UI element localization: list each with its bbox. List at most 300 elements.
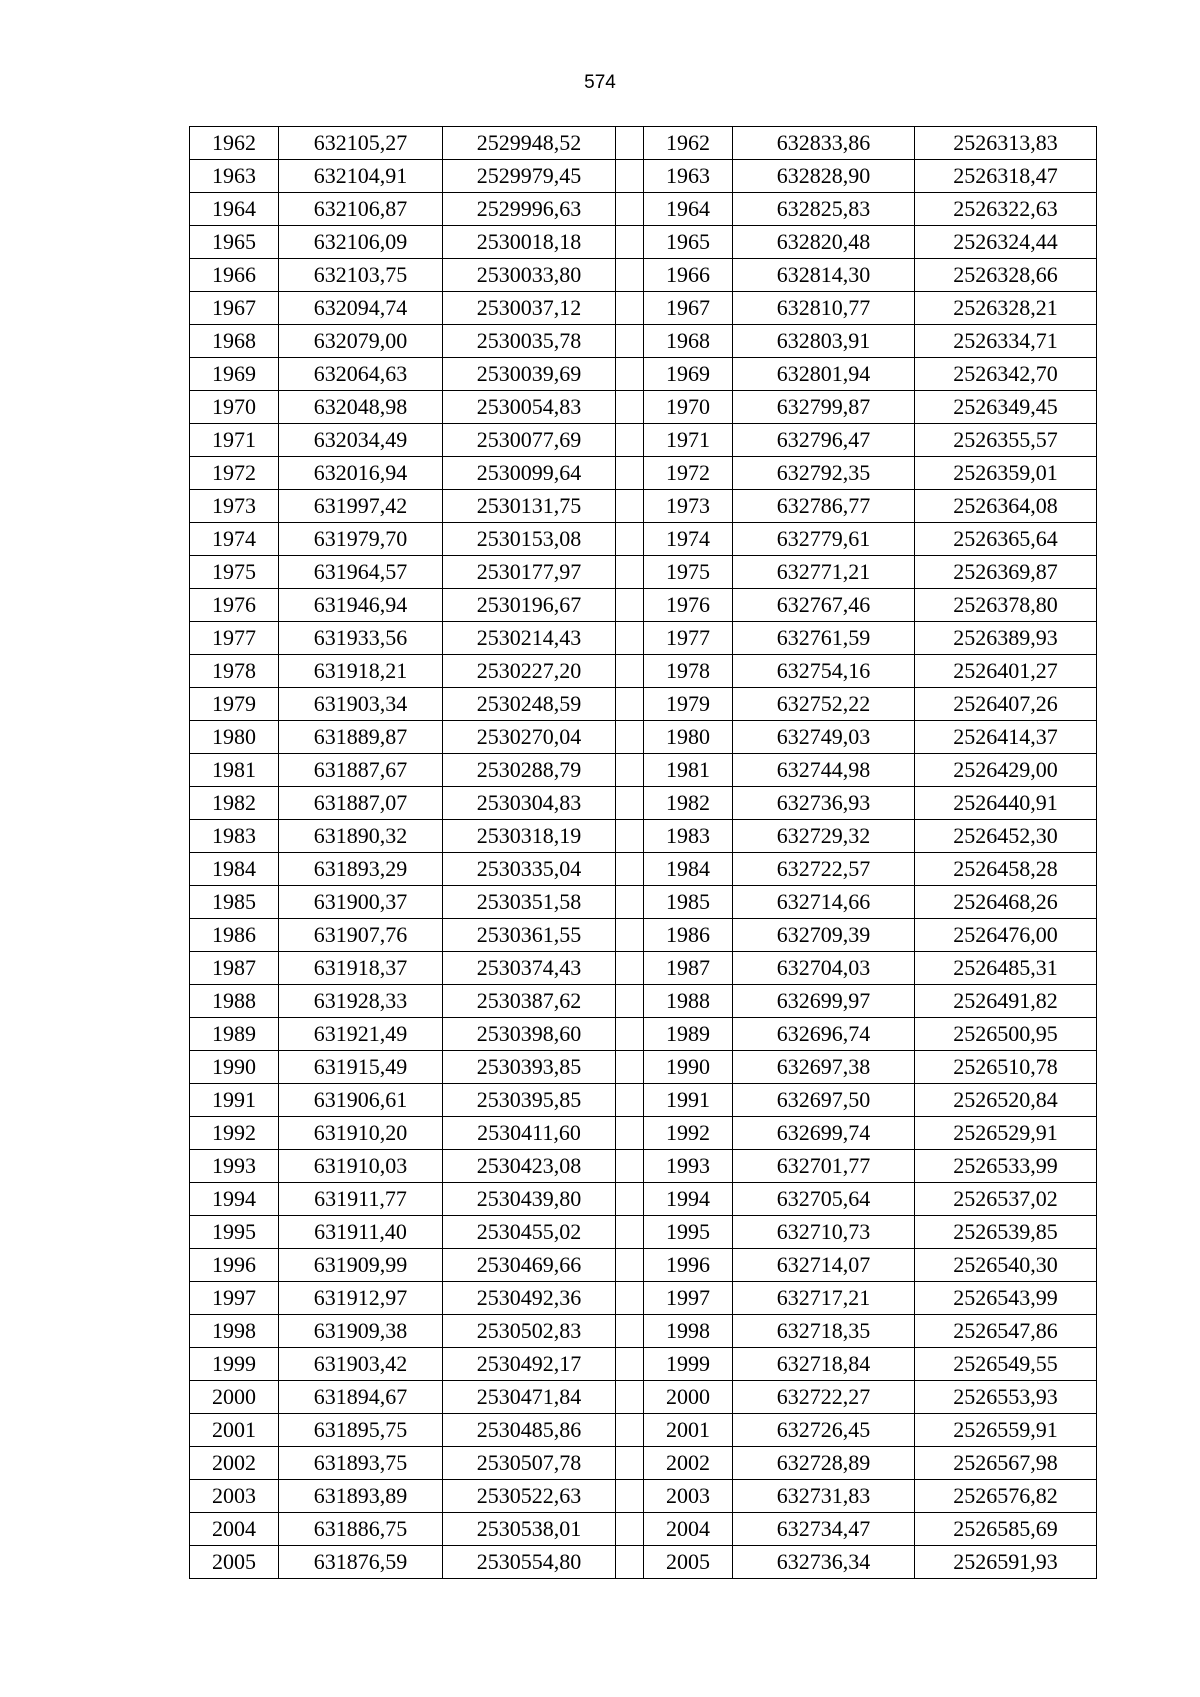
cell-x-coordinate: 632786,77	[733, 490, 915, 523]
cell-point-number: 1964	[644, 193, 733, 226]
table-row	[190, 1084, 1097, 1117]
cell-point-number: 1983	[190, 820, 279, 853]
cell-point-number: 1976	[644, 589, 733, 622]
cell-point-number: 2004	[644, 1513, 733, 1546]
cell-x-coordinate: 632731,83	[733, 1480, 915, 1513]
cell-y-coordinate: 2530214,43	[443, 622, 616, 655]
table-row	[190, 985, 1097, 1018]
cell-x-coordinate: 631894,67	[279, 1381, 443, 1414]
cell-point-number: 1966	[190, 259, 279, 292]
cell-x-coordinate: 632709,39	[733, 919, 915, 952]
cell-x-coordinate: 631911,77	[279, 1183, 443, 1216]
cell-point-number: 1985	[644, 886, 733, 919]
cell-y-coordinate: 2526458,28	[915, 853, 1097, 886]
cell-point-number: 1975	[644, 556, 733, 589]
cell-y-coordinate: 2530270,04	[443, 721, 616, 754]
table-row	[190, 259, 1097, 292]
cell-x-coordinate: 631900,37	[279, 886, 443, 919]
cell-x-coordinate: 631876,59	[279, 1546, 443, 1579]
cell-spacer	[616, 391, 644, 424]
cell-x-coordinate: 632803,91	[733, 325, 915, 358]
table-row	[190, 193, 1097, 226]
cell-x-coordinate: 632767,46	[733, 589, 915, 622]
cell-point-number: 1965	[644, 226, 733, 259]
table-row	[190, 688, 1097, 721]
cell-point-number: 1986	[190, 919, 279, 952]
table-row	[190, 127, 1097, 160]
cell-y-coordinate: 2530492,36	[443, 1282, 616, 1315]
cell-x-coordinate: 632771,21	[733, 556, 915, 589]
cell-spacer	[616, 523, 644, 556]
cell-point-number: 1983	[644, 820, 733, 853]
table-row	[190, 655, 1097, 688]
cell-point-number: 2005	[644, 1546, 733, 1579]
cell-point-number: 2005	[190, 1546, 279, 1579]
cell-point-number: 1989	[644, 1018, 733, 1051]
cell-point-number: 2001	[644, 1414, 733, 1447]
cell-x-coordinate: 632736,93	[733, 787, 915, 820]
cell-y-coordinate: 2526389,93	[915, 622, 1097, 655]
table-row	[190, 622, 1097, 655]
cell-x-coordinate: 631915,49	[279, 1051, 443, 1084]
cell-point-number: 1963	[644, 160, 733, 193]
cell-x-coordinate: 631910,03	[279, 1150, 443, 1183]
cell-point-number: 1997	[190, 1282, 279, 1315]
cell-point-number: 1996	[190, 1249, 279, 1282]
cell-x-coordinate: 632810,77	[733, 292, 915, 325]
cell-point-number: 2000	[644, 1381, 733, 1414]
coordinates-table-body	[190, 127, 1097, 1579]
cell-y-coordinate: 2526401,27	[915, 655, 1097, 688]
table-row	[190, 1348, 1097, 1381]
table-row	[190, 490, 1097, 523]
cell-spacer	[616, 1447, 644, 1480]
cell-x-coordinate: 631906,61	[279, 1084, 443, 1117]
cell-point-number: 1972	[644, 457, 733, 490]
cell-point-number: 1974	[190, 523, 279, 556]
table-row	[190, 754, 1097, 787]
cell-point-number: 1969	[190, 358, 279, 391]
cell-point-number: 1993	[190, 1150, 279, 1183]
table-row	[190, 457, 1097, 490]
cell-point-number: 1967	[190, 292, 279, 325]
cell-y-coordinate: 2526559,91	[915, 1414, 1097, 1447]
cell-y-coordinate: 2530492,17	[443, 1348, 616, 1381]
cell-spacer	[616, 754, 644, 787]
cell-y-coordinate: 2526349,45	[915, 391, 1097, 424]
cell-x-coordinate: 631933,56	[279, 622, 443, 655]
cell-x-coordinate: 631886,75	[279, 1513, 443, 1546]
cell-point-number: 1994	[644, 1183, 733, 1216]
cell-x-coordinate: 632079,00	[279, 325, 443, 358]
cell-point-number: 1996	[644, 1249, 733, 1282]
cell-x-coordinate: 631903,34	[279, 688, 443, 721]
cell-y-coordinate: 2526429,00	[915, 754, 1097, 787]
cell-x-coordinate: 632701,77	[733, 1150, 915, 1183]
cell-spacer	[616, 1480, 644, 1513]
cell-y-coordinate: 2530398,60	[443, 1018, 616, 1051]
cell-x-coordinate: 632833,86	[733, 127, 915, 160]
cell-point-number: 2003	[190, 1480, 279, 1513]
cell-point-number: 1977	[190, 622, 279, 655]
cell-x-coordinate: 631928,33	[279, 985, 443, 1018]
cell-x-coordinate: 632722,57	[733, 853, 915, 886]
cell-x-coordinate: 631909,99	[279, 1249, 443, 1282]
cell-y-coordinate: 2530227,20	[443, 655, 616, 688]
cell-x-coordinate: 632779,61	[733, 523, 915, 556]
cell-point-number: 1991	[190, 1084, 279, 1117]
cell-y-coordinate: 2530351,58	[443, 886, 616, 919]
table-row	[190, 1183, 1097, 1216]
cell-x-coordinate: 632105,27	[279, 127, 443, 160]
cell-spacer	[616, 127, 644, 160]
cell-point-number: 1964	[190, 193, 279, 226]
cell-x-coordinate: 631893,89	[279, 1480, 443, 1513]
cell-x-coordinate: 631964,57	[279, 556, 443, 589]
cell-spacer	[616, 1051, 644, 1084]
cell-point-number: 1978	[190, 655, 279, 688]
cell-y-coordinate: 2530018,18	[443, 226, 616, 259]
cell-y-coordinate: 2526318,47	[915, 160, 1097, 193]
cell-x-coordinate: 632705,64	[733, 1183, 915, 1216]
cell-y-coordinate: 2526476,00	[915, 919, 1097, 952]
cell-y-coordinate: 2530248,59	[443, 688, 616, 721]
cell-spacer	[616, 226, 644, 259]
cell-point-number: 1985	[190, 886, 279, 919]
cell-y-coordinate: 2526510,78	[915, 1051, 1097, 1084]
cell-point-number: 1979	[190, 688, 279, 721]
cell-y-coordinate: 2530471,84	[443, 1381, 616, 1414]
cell-y-coordinate: 2530507,78	[443, 1447, 616, 1480]
cell-y-coordinate: 2530304,83	[443, 787, 616, 820]
cell-spacer	[616, 1546, 644, 1579]
cell-point-number: 1973	[190, 490, 279, 523]
cell-point-number: 1978	[644, 655, 733, 688]
cell-y-coordinate: 2526378,80	[915, 589, 1097, 622]
cell-point-number: 1995	[644, 1216, 733, 1249]
cell-x-coordinate: 632106,87	[279, 193, 443, 226]
cell-y-coordinate: 2526468,26	[915, 886, 1097, 919]
cell-spacer	[616, 655, 644, 688]
cell-spacer	[616, 490, 644, 523]
cell-point-number: 1973	[644, 490, 733, 523]
cell-x-coordinate: 631907,76	[279, 919, 443, 952]
cell-y-coordinate: 2526364,08	[915, 490, 1097, 523]
cell-x-coordinate: 632736,34	[733, 1546, 915, 1579]
cell-point-number: 2001	[190, 1414, 279, 1447]
cell-y-coordinate: 2526334,71	[915, 325, 1097, 358]
cell-x-coordinate: 632726,45	[733, 1414, 915, 1447]
cell-point-number: 1982	[190, 787, 279, 820]
cell-point-number: 1965	[190, 226, 279, 259]
cell-y-coordinate: 2526543,99	[915, 1282, 1097, 1315]
cell-point-number: 1988	[190, 985, 279, 1018]
cell-x-coordinate: 632718,84	[733, 1348, 915, 1381]
table-row	[190, 820, 1097, 853]
cell-x-coordinate: 631912,97	[279, 1282, 443, 1315]
cell-x-coordinate: 632704,03	[733, 952, 915, 985]
cell-point-number: 1998	[644, 1315, 733, 1348]
cell-y-coordinate: 2526540,30	[915, 1249, 1097, 1282]
cell-y-coordinate: 2530077,69	[443, 424, 616, 457]
cell-point-number: 1971	[190, 424, 279, 457]
cell-y-coordinate: 2526440,91	[915, 787, 1097, 820]
cell-y-coordinate: 2529996,63	[443, 193, 616, 226]
cell-point-number: 1998	[190, 1315, 279, 1348]
cell-x-coordinate: 631918,21	[279, 655, 443, 688]
cell-point-number: 1962	[644, 127, 733, 160]
cell-spacer	[616, 688, 644, 721]
table-row	[190, 1315, 1097, 1348]
cell-y-coordinate: 2526537,02	[915, 1183, 1097, 1216]
cell-x-coordinate: 632103,75	[279, 259, 443, 292]
cell-point-number: 1993	[644, 1150, 733, 1183]
table-row	[190, 589, 1097, 622]
cell-x-coordinate: 631909,38	[279, 1315, 443, 1348]
page-number: 574	[584, 72, 616, 93]
cell-spacer	[616, 1183, 644, 1216]
cell-y-coordinate: 2526407,26	[915, 688, 1097, 721]
cell-point-number: 1997	[644, 1282, 733, 1315]
cell-spacer	[616, 1117, 644, 1150]
cell-y-coordinate: 2529979,45	[443, 160, 616, 193]
cell-x-coordinate: 632697,38	[733, 1051, 915, 1084]
cell-x-coordinate: 632734,47	[733, 1513, 915, 1546]
cell-spacer	[616, 292, 644, 325]
cell-spacer	[616, 985, 644, 1018]
table-row	[190, 1480, 1097, 1513]
cell-y-coordinate: 2526520,84	[915, 1084, 1097, 1117]
cell-point-number: 1981	[644, 754, 733, 787]
cell-spacer	[616, 1381, 644, 1414]
table-row	[190, 787, 1097, 820]
cell-y-coordinate: 2526324,44	[915, 226, 1097, 259]
table-row	[190, 1282, 1097, 1315]
cell-x-coordinate: 631893,29	[279, 853, 443, 886]
cell-spacer	[616, 556, 644, 589]
cell-y-coordinate: 2530039,69	[443, 358, 616, 391]
table-row	[190, 1117, 1097, 1150]
cell-y-coordinate: 2530554,80	[443, 1546, 616, 1579]
cell-x-coordinate: 632699,74	[733, 1117, 915, 1150]
cell-x-coordinate: 632714,66	[733, 886, 915, 919]
table-row	[190, 886, 1097, 919]
cell-spacer	[616, 1282, 644, 1315]
cell-point-number: 1974	[644, 523, 733, 556]
cell-y-coordinate: 2530288,79	[443, 754, 616, 787]
cell-y-coordinate: 2526547,86	[915, 1315, 1097, 1348]
table-row	[190, 853, 1097, 886]
cell-y-coordinate: 2526313,83	[915, 127, 1097, 160]
cell-y-coordinate: 2526369,87	[915, 556, 1097, 589]
cell-y-coordinate: 2526500,95	[915, 1018, 1097, 1051]
cell-x-coordinate: 632728,89	[733, 1447, 915, 1480]
cell-x-coordinate: 631893,75	[279, 1447, 443, 1480]
cell-y-coordinate: 2526567,98	[915, 1447, 1097, 1480]
cell-y-coordinate: 2526533,99	[915, 1150, 1097, 1183]
cell-x-coordinate: 632710,73	[733, 1216, 915, 1249]
cell-point-number: 2002	[190, 1447, 279, 1480]
cell-y-coordinate: 2530035,78	[443, 325, 616, 358]
table-row	[190, 1447, 1097, 1480]
cell-y-coordinate: 2530374,43	[443, 952, 616, 985]
cell-point-number: 1984	[190, 853, 279, 886]
cell-y-coordinate: 2526452,30	[915, 820, 1097, 853]
cell-x-coordinate: 632749,03	[733, 721, 915, 754]
cell-y-coordinate: 2530439,80	[443, 1183, 616, 1216]
cell-x-coordinate: 632744,98	[733, 754, 915, 787]
cell-point-number: 1990	[190, 1051, 279, 1084]
cell-y-coordinate: 2530395,85	[443, 1084, 616, 1117]
cell-spacer	[616, 325, 644, 358]
cell-x-coordinate: 632696,74	[733, 1018, 915, 1051]
coordinates-table	[189, 126, 1097, 1579]
table-row	[190, 1414, 1097, 1447]
cell-point-number: 2000	[190, 1381, 279, 1414]
table-row	[190, 952, 1097, 985]
cell-y-coordinate: 2526539,85	[915, 1216, 1097, 1249]
cell-spacer	[616, 259, 644, 292]
cell-x-coordinate: 631895,75	[279, 1414, 443, 1447]
cell-y-coordinate: 2529948,52	[443, 127, 616, 160]
cell-y-coordinate: 2530485,86	[443, 1414, 616, 1447]
cell-point-number: 1980	[644, 721, 733, 754]
cell-point-number: 1989	[190, 1018, 279, 1051]
cell-x-coordinate: 632104,91	[279, 160, 443, 193]
cell-y-coordinate: 2530131,75	[443, 490, 616, 523]
cell-x-coordinate: 632796,47	[733, 424, 915, 457]
cell-spacer	[616, 1018, 644, 1051]
cell-y-coordinate: 2526355,57	[915, 424, 1097, 457]
cell-point-number: 1999	[644, 1348, 733, 1381]
cell-point-number: 2004	[190, 1513, 279, 1546]
cell-y-coordinate: 2530054,83	[443, 391, 616, 424]
cell-x-coordinate: 632729,32	[733, 820, 915, 853]
cell-y-coordinate: 2530033,80	[443, 259, 616, 292]
cell-y-coordinate: 2526576,82	[915, 1480, 1097, 1513]
cell-spacer	[616, 886, 644, 919]
cell-y-coordinate: 2530502,83	[443, 1315, 616, 1348]
cell-x-coordinate: 631910,20	[279, 1117, 443, 1150]
cell-y-coordinate: 2526365,64	[915, 523, 1097, 556]
cell-y-coordinate: 2530177,97	[443, 556, 616, 589]
cell-point-number: 1968	[644, 325, 733, 358]
cell-point-number: 1980	[190, 721, 279, 754]
cell-point-number: 1999	[190, 1348, 279, 1381]
cell-y-coordinate: 2530538,01	[443, 1513, 616, 1546]
table-row	[190, 1018, 1097, 1051]
cell-x-coordinate: 632094,74	[279, 292, 443, 325]
cell-spacer	[616, 589, 644, 622]
cell-x-coordinate: 632752,22	[733, 688, 915, 721]
cell-x-coordinate: 632799,87	[733, 391, 915, 424]
cell-point-number: 1981	[190, 754, 279, 787]
table-row	[190, 325, 1097, 358]
cell-point-number: 1967	[644, 292, 733, 325]
cell-x-coordinate: 631997,42	[279, 490, 443, 523]
cell-spacer	[616, 1414, 644, 1447]
cell-x-coordinate: 631903,42	[279, 1348, 443, 1381]
cell-point-number: 1970	[644, 391, 733, 424]
cell-x-coordinate: 632828,90	[733, 160, 915, 193]
cell-spacer	[616, 358, 644, 391]
cell-x-coordinate: 632814,30	[733, 259, 915, 292]
cell-point-number: 1986	[644, 919, 733, 952]
cell-point-number: 1968	[190, 325, 279, 358]
cell-spacer	[616, 424, 644, 457]
cell-x-coordinate: 631890,32	[279, 820, 443, 853]
table-row	[190, 391, 1097, 424]
cell-x-coordinate: 631918,37	[279, 952, 443, 985]
cell-y-coordinate: 2526359,01	[915, 457, 1097, 490]
cell-x-coordinate: 631911,40	[279, 1216, 443, 1249]
cell-x-coordinate: 632048,98	[279, 391, 443, 424]
table-row	[190, 523, 1097, 556]
cell-spacer	[616, 1216, 644, 1249]
cell-x-coordinate: 632820,48	[733, 226, 915, 259]
cell-spacer	[616, 1348, 644, 1381]
table-row	[190, 919, 1097, 952]
cell-point-number: 1988	[644, 985, 733, 1018]
cell-point-number: 1992	[644, 1117, 733, 1150]
cell-y-coordinate: 2526342,70	[915, 358, 1097, 391]
cell-y-coordinate: 2530335,04	[443, 853, 616, 886]
table-row	[190, 1216, 1097, 1249]
cell-x-coordinate: 631979,70	[279, 523, 443, 556]
cell-point-number: 2002	[644, 1447, 733, 1480]
cell-x-coordinate: 632801,94	[733, 358, 915, 391]
table-row	[190, 1546, 1097, 1579]
cell-point-number: 1982	[644, 787, 733, 820]
table-row	[190, 1513, 1097, 1546]
cell-y-coordinate: 2526491,82	[915, 985, 1097, 1018]
table-row	[190, 1381, 1097, 1414]
cell-y-coordinate: 2526414,37	[915, 721, 1097, 754]
cell-spacer	[616, 1513, 644, 1546]
cell-spacer	[616, 1315, 644, 1348]
cell-spacer	[616, 721, 644, 754]
table-row	[190, 1150, 1097, 1183]
cell-y-coordinate: 2526553,93	[915, 1381, 1097, 1414]
cell-point-number: 1970	[190, 391, 279, 424]
cell-y-coordinate: 2526585,69	[915, 1513, 1097, 1546]
cell-y-coordinate: 2530037,12	[443, 292, 616, 325]
cell-y-coordinate: 2530387,62	[443, 985, 616, 1018]
cell-spacer	[616, 160, 644, 193]
table-row	[190, 160, 1097, 193]
cell-x-coordinate: 631887,07	[279, 787, 443, 820]
cell-x-coordinate: 631946,94	[279, 589, 443, 622]
cell-y-coordinate: 2526591,93	[915, 1546, 1097, 1579]
cell-y-coordinate: 2530153,08	[443, 523, 616, 556]
cell-x-coordinate: 632754,16	[733, 655, 915, 688]
cell-spacer	[616, 1150, 644, 1183]
cell-x-coordinate: 632761,59	[733, 622, 915, 655]
cell-point-number: 1969	[644, 358, 733, 391]
cell-x-coordinate: 632825,83	[733, 193, 915, 226]
cell-x-coordinate: 632034,49	[279, 424, 443, 457]
cell-x-coordinate: 632697,50	[733, 1084, 915, 1117]
cell-point-number: 1963	[190, 160, 279, 193]
cell-y-coordinate: 2530469,66	[443, 1249, 616, 1282]
cell-y-coordinate: 2530423,08	[443, 1150, 616, 1183]
cell-x-coordinate: 632717,21	[733, 1282, 915, 1315]
cell-spacer	[616, 787, 644, 820]
table-row	[190, 226, 1097, 259]
cell-point-number: 1979	[644, 688, 733, 721]
cell-point-number: 1971	[644, 424, 733, 457]
cell-point-number: 1962	[190, 127, 279, 160]
